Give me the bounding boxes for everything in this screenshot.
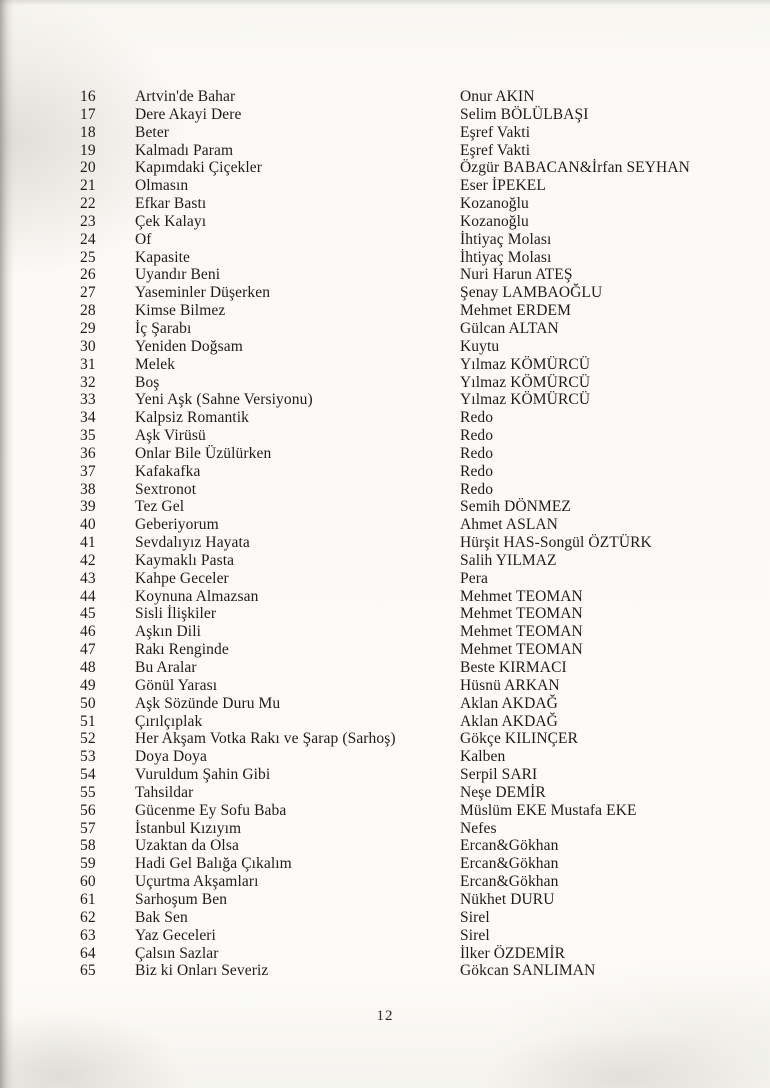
list-row [80,570,740,588]
song-title: Rakı Renginde [135,641,229,659]
artist-name: Nefes [460,819,497,837]
artist-name: Kuytu [460,337,500,355]
list-row [80,623,740,641]
scan-edge-shadow [0,0,14,1088]
track-number: 22 [80,195,96,213]
artist-name: Yılmaz KÖMÜRCÜ [460,391,591,409]
list-row [80,855,740,873]
song-title: İstanbul Kızıyım [135,819,242,837]
track-number: 42 [80,551,96,569]
list-row [80,409,740,427]
artist-name: Ercan&Gökhan [460,837,559,855]
track-number: 55 [80,783,96,801]
song-title: Sevdalıyız Hayata [135,534,250,552]
song-title: Biz ki Onları Severiz [135,962,269,980]
artist-name: Sirel [460,908,490,926]
artist-name: Nükhet DURU [460,890,555,908]
artist-name: Redo [460,409,494,427]
track-number: 32 [80,373,96,391]
track-number: 41 [80,534,96,552]
song-title: Kafakafka [135,462,201,480]
song-title: Kapımdaki Çiçekler [135,159,263,177]
song-title: Aşk Virüsü [135,427,206,445]
artist-name: Redo [460,427,494,445]
song-title: Gönül Yarası [135,676,218,694]
artist-name: Eşref Vakti [460,141,531,159]
song-title: Aşk Sözünde Duru Mu [135,694,281,712]
list-row [80,142,740,160]
song-title: Çek Kalayı [135,212,207,230]
artist-name: Ahmet ASLAN [460,516,558,534]
track-number: 29 [80,319,96,337]
track-number: 18 [80,123,96,141]
track-number: 19 [80,141,96,159]
song-title: Yaseminler Düşerken [135,284,271,302]
list-row [80,784,740,802]
list-row [80,820,740,838]
song-title: İç Şarabı [135,319,192,337]
artist-name: Nuri Harun ATEŞ [460,266,573,284]
list-row [80,534,740,552]
list-row [80,748,740,766]
track-number: 47 [80,641,96,659]
list-row [80,766,740,784]
song-title: Bak Sen [135,908,188,926]
artist-name: İlker ÖZDEMİR [460,944,566,962]
track-number: 17 [80,105,96,123]
track-number: 26 [80,266,96,284]
song-title: Beter [135,123,170,141]
artist-name: Redo [460,480,494,498]
song-title: Her Akşam Votka Rakı ve Şarap (Sarhoş) [135,730,396,748]
list-row [80,891,740,909]
track-number: 48 [80,659,96,676]
list-row [80,249,740,267]
artist-name: Yılmaz KÖMÜRCÜ [460,355,591,373]
list-row [80,659,740,677]
track-number: 20 [80,159,96,177]
track-number: 44 [80,587,96,605]
page-number: 12 [376,1008,394,1024]
list-row [80,159,740,177]
track-number: 21 [80,177,96,195]
track-number: 56 [80,801,96,819]
artist-name: Kalben [460,748,506,766]
artist-name: Redo [460,444,494,462]
artist-name: Özgür BABACAN&İrfan SEYHAN [460,159,690,177]
list-row [80,356,740,374]
track-number: 34 [80,409,96,427]
song-title: Artvin'de Bahar [135,88,236,105]
artist-name: İhtiyaç Molası [460,230,552,248]
track-number: 49 [80,676,96,694]
track-number: 38 [80,480,96,498]
track-number: 60 [80,873,96,891]
song-title: Hadi Gel Balığa Çıkalım [135,855,292,873]
track-number: 23 [80,212,96,230]
song-title: Gücenme Ey Sofu Baba [135,801,287,819]
song-title: Efkar Bastı [135,195,207,213]
song-title: Melek [135,355,176,373]
artist-name: Müslüm EKE Mustafa EKE [460,801,637,819]
artist-name: Selim BÖLÜLBAŞI [460,105,589,123]
artist-name: Salih YILMAZ [460,551,557,569]
track-number: 39 [80,498,96,516]
track-number: 52 [80,730,96,748]
track-number: 30 [80,337,96,355]
artist-name: Neşe DEMİR [460,783,546,801]
list-row [80,713,740,731]
track-number: 46 [80,623,96,641]
song-title: Dere Akayi Dere [135,105,242,123]
list-row [80,962,740,980]
track-number: 58 [80,837,96,855]
list-row [80,302,740,320]
track-number: 27 [80,284,96,302]
artist-name: Mehmet TEOMAN [460,623,583,641]
track-number: 50 [80,694,96,712]
artist-name: Ercan&Gökhan [460,873,559,891]
artist-name: Mehmet ERDEM [460,302,571,320]
list-row [80,391,740,409]
track-number: 61 [80,890,96,908]
song-title: Çırılçıplak [135,712,203,730]
list-row [80,284,740,302]
list-row [80,945,740,963]
artist-name: Yılmaz KÖMÜRCÜ [460,373,591,391]
track-number: 54 [80,766,96,784]
song-title: Kaymaklı Pasta [135,551,235,569]
track-number: 31 [80,355,96,373]
song-title: Tahsildar [135,783,194,801]
song-title: Sisli İlişkiler [135,605,217,623]
track-number: 51 [80,712,96,730]
artist-name: Gökcan SANLIMAN [460,962,596,980]
artist-name: Ercan&Gökhan [460,855,559,873]
track-number: 63 [80,926,96,944]
artist-name: Mehmet TEOMAN [460,605,583,623]
song-title: Bu Aralar [135,659,197,676]
track-number: 43 [80,569,96,587]
scan-top-shadow [0,0,770,6]
artist-name: Şenay LAMBAOĞLU [460,284,603,302]
track-number: 59 [80,855,96,873]
track-number: 65 [80,962,96,980]
track-number: 37 [80,462,96,480]
list-row [80,338,740,356]
song-title: Uyandır Beni [135,266,221,284]
artist-name: Pera [460,569,488,587]
artist-name: Onur AKIN [460,88,535,105]
list-row [80,195,740,213]
song-title: Koynuna Almazsan [135,587,259,605]
artist-name: Kozanoğlu [460,212,529,230]
track-number: 64 [80,944,96,962]
list-row [80,463,740,481]
track-number: 40 [80,516,96,534]
list-row [80,588,740,606]
artist-name: Redo [460,462,494,480]
song-title: Kalpsiz Romantik [135,409,249,427]
list-row [80,266,740,284]
artist-name: Eşref Vakti [460,123,531,141]
song-title: Çalsın Sazlar [135,944,219,962]
list-row [80,837,740,855]
list-row [80,106,740,124]
song-title: Olmasın [135,177,189,195]
list-row [80,427,740,445]
artist-name: Sirel [460,926,490,944]
artist-name: Beste KIRMACI [460,659,567,676]
list-row [80,516,740,534]
track-number: 62 [80,908,96,926]
song-title: Onlar Bile Üzülürken [135,444,272,462]
song-title: Aşkın Dili [135,623,202,641]
list-row [80,909,740,927]
track-number: 16 [80,88,96,105]
artist-name: Gökçe KILINÇER [460,730,579,748]
artist-name: Serpil SARI [460,766,538,784]
song-title: Kimse Bilmez [135,302,226,320]
list-row [80,802,740,820]
song-title: Sarhoşum Ben [135,890,228,908]
song-title: Of [135,230,152,248]
list-row [80,605,740,623]
track-number: 28 [80,302,96,320]
list-row [80,231,740,249]
list-row [80,124,740,142]
list-row [80,177,740,195]
track-number: 45 [80,605,96,623]
song-title: Doya Doya [135,748,207,766]
song-title: Kahpe Geceler [135,569,229,587]
song-title: Kalmadı Param [135,141,234,159]
artist-name: Hüsnü ARKAN [460,676,560,694]
song-title: Kapasite [135,248,191,266]
artist-name: Aklan AKDAĞ [460,712,558,730]
artist-name: Mehmet TEOMAN [460,587,583,605]
track-number: 24 [80,230,96,248]
artist-name: Aklan AKDAĞ [460,694,558,712]
artist-name: Semih DÖNMEZ [460,498,571,516]
list-row [80,695,740,713]
artist-name: Kozanoğlu [460,195,529,213]
list-row [80,88,740,106]
list-row [80,641,740,659]
track-number: 33 [80,391,96,409]
list-row [80,730,740,748]
artist-name: Hürşit HAS-Songül ÖZTÜRK [460,534,652,552]
song-title: Sextronot [135,480,197,498]
artist-name: Mehmet TEOMAN [460,641,583,659]
artist-name: İhtiyaç Molası [460,248,552,266]
track-number: 36 [80,444,96,462]
list-row [80,374,740,392]
song-title: Geberiyorum [135,516,219,534]
list-row [80,873,740,891]
song-list [80,88,740,980]
list-row [80,481,740,499]
artist-name: Eser İPEKEL [460,177,546,195]
song-title: Vuruldum Şahin Gibi [135,766,271,784]
track-number: 53 [80,748,96,766]
list-row [80,445,740,463]
song-title: Yeni Aşk (Sahne Versiyonu) [135,391,313,409]
song-title: Uçurtma Akşamları [135,873,259,891]
track-number: 25 [80,248,96,266]
song-title: Tez Gel [135,498,185,516]
list-row [80,927,740,945]
track-number: 35 [80,427,96,445]
song-title: Boş [135,373,160,391]
song-title: Yaz Geceleri [135,926,216,944]
list-row [80,213,740,231]
artist-name: Gülcan ALTAN [460,319,559,337]
list-row [80,320,740,338]
song-title: Yeniden Doğsam [135,337,243,355]
list-row [80,677,740,695]
track-number: 57 [80,819,96,837]
list-row [80,498,740,516]
list-row [80,552,740,570]
song-title: Uzaktan da Olsa [135,837,239,855]
